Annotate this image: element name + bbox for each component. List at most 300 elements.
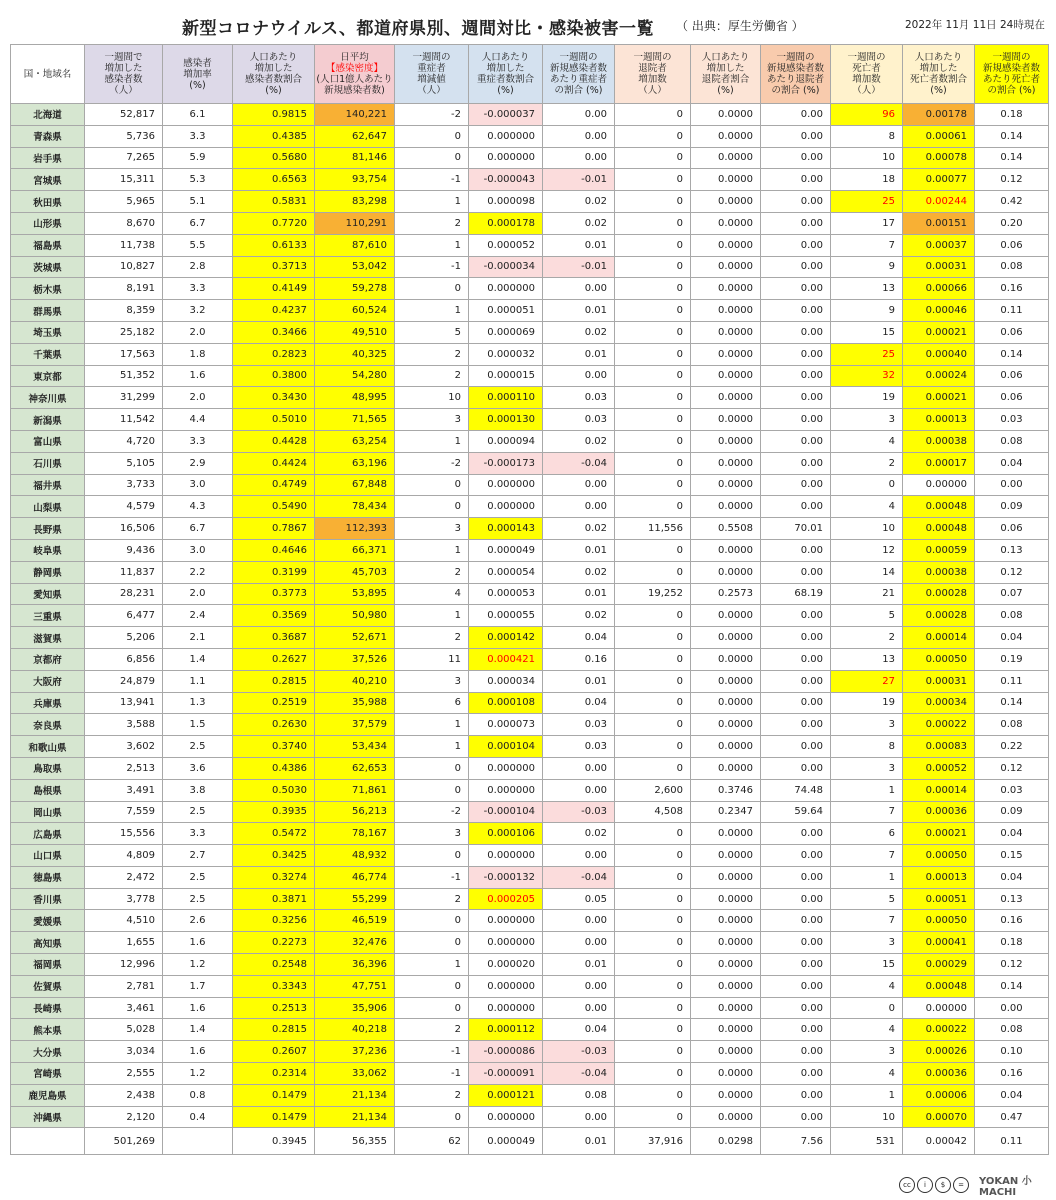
table-cell: 0.0000 bbox=[691, 430, 761, 452]
table-cell: -0.000086 bbox=[469, 1041, 543, 1063]
table-cell: 0.12 bbox=[975, 561, 1049, 583]
table-cell: 0.0000 bbox=[691, 278, 761, 300]
table-cell: 0.0000 bbox=[691, 954, 761, 976]
header-row bbox=[11, 45, 1049, 104]
table-cell: 0.4149 bbox=[233, 278, 315, 300]
total-cell bbox=[11, 1128, 85, 1155]
table-cell: 1.6 bbox=[163, 365, 233, 387]
table-cell: 0.12 bbox=[975, 954, 1049, 976]
table-cell: 0.000000 bbox=[469, 147, 543, 169]
table-row bbox=[11, 496, 1049, 518]
table-cell: 0.00 bbox=[543, 910, 615, 932]
table-cell: 3.3 bbox=[163, 823, 233, 845]
table-cell: 3 bbox=[831, 1041, 903, 1063]
table-cell: 7,559 bbox=[85, 801, 163, 823]
table-cell: 0.00 bbox=[543, 975, 615, 997]
table-cell: 15 bbox=[831, 321, 903, 343]
table-cell: 0.00006 bbox=[903, 1084, 975, 1106]
table-cell: 0.5831 bbox=[233, 191, 315, 213]
table-cell: 0.000000 bbox=[469, 997, 543, 1019]
table-cell: 0.00 bbox=[761, 627, 831, 649]
prefecture-name: 大阪府 bbox=[11, 670, 85, 692]
table-cell: 3 bbox=[395, 670, 469, 692]
table-cell: 0 bbox=[615, 234, 691, 256]
table-cell: 0.00048 bbox=[903, 518, 975, 540]
prefecture-name: 北海道 bbox=[11, 104, 85, 126]
table-cell: 3.2 bbox=[163, 300, 233, 322]
table-cell: 3.3 bbox=[163, 125, 233, 147]
table-row bbox=[11, 300, 1049, 322]
table-cell: 3,034 bbox=[85, 1041, 163, 1063]
table-cell: 0 bbox=[615, 365, 691, 387]
table-cell: 0.000015 bbox=[469, 365, 543, 387]
table-cell: 0.00 bbox=[761, 932, 831, 954]
table-cell: -0.000034 bbox=[469, 256, 543, 278]
table-cell: 0.00 bbox=[761, 104, 831, 126]
table-cell: 62,647 bbox=[315, 125, 395, 147]
table-cell: 0 bbox=[395, 496, 469, 518]
table-cell: 0.000049 bbox=[469, 539, 543, 561]
prefecture-name: 京都府 bbox=[11, 648, 85, 670]
table-cell: 1 bbox=[395, 605, 469, 627]
table-cell: 40,325 bbox=[315, 343, 395, 365]
table-cell: 70.01 bbox=[761, 518, 831, 540]
total-cell: 0.3945 bbox=[233, 1128, 315, 1155]
table-row bbox=[11, 975, 1049, 997]
table-cell: 0.00077 bbox=[903, 169, 975, 191]
table-cell: 0.4749 bbox=[233, 474, 315, 496]
column-header: 一週間の 退院者 増加数 （人） bbox=[615, 45, 691, 104]
table-cell: 0.00052 bbox=[903, 757, 975, 779]
table-cell: 0 bbox=[615, 888, 691, 910]
table-cell: 48,932 bbox=[315, 845, 395, 867]
table-cell: 4 bbox=[395, 583, 469, 605]
table-cell: 6,477 bbox=[85, 605, 163, 627]
table-row bbox=[11, 866, 1049, 888]
total-cell: 0.00042 bbox=[903, 1128, 975, 1155]
prefecture-name: 静岡県 bbox=[11, 561, 85, 583]
table-row bbox=[11, 736, 1049, 758]
table-cell: 45,703 bbox=[315, 561, 395, 583]
table-cell: 7 bbox=[831, 234, 903, 256]
prefecture-name: 秋田県 bbox=[11, 191, 85, 213]
table-cell: 6.7 bbox=[163, 518, 233, 540]
table-cell: 6,856 bbox=[85, 648, 163, 670]
table-cell: 0 bbox=[615, 1019, 691, 1041]
table-cell: 15,556 bbox=[85, 823, 163, 845]
column-header: 国・地域名 bbox=[11, 45, 85, 104]
table-row bbox=[11, 757, 1049, 779]
prefecture-name: 広島県 bbox=[11, 823, 85, 845]
table-cell: 0.0000 bbox=[691, 496, 761, 518]
table-cell: 0 bbox=[395, 278, 469, 300]
table-cell: 0.04 bbox=[543, 692, 615, 714]
table-cell: -2 bbox=[395, 452, 469, 474]
table-cell: 3 bbox=[395, 409, 469, 431]
table-row bbox=[11, 212, 1049, 234]
table-cell: 0.0000 bbox=[691, 1106, 761, 1128]
table-row bbox=[11, 365, 1049, 387]
table-cell: 0.08 bbox=[975, 1019, 1049, 1041]
table-cell: 0.00 bbox=[761, 866, 831, 888]
table-cell: 0.6563 bbox=[233, 169, 315, 191]
table-cell: 8,191 bbox=[85, 278, 163, 300]
table-cell: 0.000053 bbox=[469, 583, 543, 605]
table-cell: 5.1 bbox=[163, 191, 233, 213]
table-cell: 7 bbox=[831, 801, 903, 823]
table-cell: 0.000000 bbox=[469, 125, 543, 147]
table-cell: 0.00 bbox=[761, 757, 831, 779]
license-badge bbox=[899, 1177, 969, 1193]
table-row bbox=[11, 714, 1049, 736]
table-cell: 0 bbox=[831, 997, 903, 1019]
table-cell: 1.4 bbox=[163, 1019, 233, 1041]
table-cell: 1 bbox=[831, 866, 903, 888]
table-cell: 0.16 bbox=[543, 648, 615, 670]
table-cell: 0.00 bbox=[761, 1106, 831, 1128]
table-cell: 0.00078 bbox=[903, 147, 975, 169]
table-row bbox=[11, 583, 1049, 605]
prefecture-name: 青森県 bbox=[11, 125, 85, 147]
totals-row bbox=[11, 1128, 1049, 1155]
table-cell: 0.00 bbox=[761, 1019, 831, 1041]
table-cell: 0.04 bbox=[975, 627, 1049, 649]
table-cell: 5 bbox=[831, 888, 903, 910]
table-cell: 0.01 bbox=[543, 670, 615, 692]
table-cell: 0.00244 bbox=[903, 191, 975, 213]
table-cell: 2 bbox=[395, 1019, 469, 1041]
table-cell: -0.04 bbox=[543, 866, 615, 888]
table-cell: 5,105 bbox=[85, 452, 163, 474]
table-cell: 0.00 bbox=[761, 692, 831, 714]
table-cell: 0.03 bbox=[543, 409, 615, 431]
prefecture-name: 山梨県 bbox=[11, 496, 85, 518]
table-cell: 0.000032 bbox=[469, 343, 543, 365]
table-cell: 0.2627 bbox=[233, 648, 315, 670]
table-cell: -0.01 bbox=[543, 169, 615, 191]
table-cell: -0.000037 bbox=[469, 104, 543, 126]
table-cell: 0.00 bbox=[543, 779, 615, 801]
column-header: 一週間の 新規感染者数 あたり死亡者 の割合 (%) bbox=[975, 45, 1049, 104]
table-row bbox=[11, 801, 1049, 823]
table-cell: 0.0000 bbox=[691, 714, 761, 736]
table-cell: 0.00061 bbox=[903, 125, 975, 147]
table-cell: 0.3935 bbox=[233, 801, 315, 823]
table-cell: 2 bbox=[395, 1084, 469, 1106]
table-cell: -0.000043 bbox=[469, 169, 543, 191]
table-cell: 0.22 bbox=[975, 736, 1049, 758]
table-cell: 53,434 bbox=[315, 736, 395, 758]
table-cell: 0.000110 bbox=[469, 387, 543, 409]
table-row bbox=[11, 518, 1049, 540]
prefecture-name: 神奈川県 bbox=[11, 387, 85, 409]
table-cell: 3 bbox=[395, 823, 469, 845]
table-cell: 0 bbox=[395, 1106, 469, 1128]
table-cell: 0.000054 bbox=[469, 561, 543, 583]
table-cell: 3,778 bbox=[85, 888, 163, 910]
table-cell: 3.6 bbox=[163, 757, 233, 779]
table-cell: 1.6 bbox=[163, 997, 233, 1019]
table-cell: 4.3 bbox=[163, 496, 233, 518]
table-cell: 2 bbox=[831, 627, 903, 649]
table-cell: 13 bbox=[831, 648, 903, 670]
table-cell: 0.00021 bbox=[903, 321, 975, 343]
table-cell: 4,508 bbox=[615, 801, 691, 823]
table-cell: 0.00000 bbox=[903, 474, 975, 496]
prefecture-name: 島根県 bbox=[11, 779, 85, 801]
table-cell: 0.5030 bbox=[233, 779, 315, 801]
table-cell: 0.00 bbox=[761, 125, 831, 147]
table-cell: 0.07 bbox=[975, 583, 1049, 605]
table-cell: 0.01 bbox=[543, 583, 615, 605]
table-cell: 0 bbox=[395, 932, 469, 954]
table-cell: 11,542 bbox=[85, 409, 163, 431]
table-cell: 0.00014 bbox=[903, 627, 975, 649]
table-cell: 2,513 bbox=[85, 757, 163, 779]
table-cell: 9 bbox=[831, 300, 903, 322]
table-cell: 0.0000 bbox=[691, 1063, 761, 1085]
table-cell: 0 bbox=[615, 1041, 691, 1063]
table-cell: 2 bbox=[395, 627, 469, 649]
table-cell: 0.00021 bbox=[903, 387, 975, 409]
table-cell: 2.5 bbox=[163, 736, 233, 758]
table-cell: 0.0000 bbox=[691, 147, 761, 169]
table-cell: 5 bbox=[831, 605, 903, 627]
table-cell: 0.000112 bbox=[469, 1019, 543, 1041]
table-cell: -0.000132 bbox=[469, 866, 543, 888]
table-cell: 0.04 bbox=[975, 823, 1049, 845]
table-cell: 0.05 bbox=[543, 888, 615, 910]
table-cell: 0.1479 bbox=[233, 1106, 315, 1128]
table-cell: 0.16 bbox=[975, 278, 1049, 300]
table-cell: 0.000098 bbox=[469, 191, 543, 213]
table-cell: 1.2 bbox=[163, 954, 233, 976]
table-cell: -0.03 bbox=[543, 1041, 615, 1063]
table-cell: 0.00 bbox=[761, 1084, 831, 1106]
table-cell: 2.0 bbox=[163, 321, 233, 343]
table-cell: 0.14 bbox=[975, 147, 1049, 169]
table-cell: 0.00 bbox=[761, 212, 831, 234]
table-cell: 0.00 bbox=[975, 474, 1049, 496]
table-cell: 13,941 bbox=[85, 692, 163, 714]
table-row bbox=[11, 910, 1049, 932]
table-cell: 0.08 bbox=[975, 256, 1049, 278]
table-cell: 0.00 bbox=[761, 1041, 831, 1063]
table-cell: -0.01 bbox=[543, 256, 615, 278]
table-cell: 0.3430 bbox=[233, 387, 315, 409]
nc-icon: $ bbox=[935, 1177, 951, 1193]
table-cell: 0.4646 bbox=[233, 539, 315, 561]
column-header: 一週間の 新規感染者数 あたり重症者 の割合 (%) bbox=[543, 45, 615, 104]
table-cell: 0.3466 bbox=[233, 321, 315, 343]
by-icon: i bbox=[917, 1177, 933, 1193]
table-cell: 0 bbox=[615, 191, 691, 213]
table-cell: -1 bbox=[395, 1063, 469, 1085]
table-cell: 3 bbox=[831, 757, 903, 779]
table-cell: 3,491 bbox=[85, 779, 163, 801]
table-cell: 4.4 bbox=[163, 409, 233, 431]
table-cell: 0.000094 bbox=[469, 430, 543, 452]
table-cell: 0.18 bbox=[975, 932, 1049, 954]
table-row bbox=[11, 430, 1049, 452]
table-cell: 7 bbox=[831, 845, 903, 867]
table-cell: 0.42 bbox=[975, 191, 1049, 213]
table-cell: 0.7720 bbox=[233, 212, 315, 234]
table-cell: 3.3 bbox=[163, 430, 233, 452]
table-cell: 0.000178 bbox=[469, 212, 543, 234]
table-cell: 0 bbox=[615, 823, 691, 845]
table-cell: 0.00 bbox=[761, 409, 831, 431]
table-cell: 0.19 bbox=[975, 648, 1049, 670]
total-cell: 56,355 bbox=[315, 1128, 395, 1155]
table-cell: 0.00070 bbox=[903, 1106, 975, 1128]
total-cell: 0.000049 bbox=[469, 1128, 543, 1155]
table-row bbox=[11, 191, 1049, 213]
table-cell: 0.00034 bbox=[903, 692, 975, 714]
prefecture-name: 千葉県 bbox=[11, 343, 85, 365]
table-row bbox=[11, 561, 1049, 583]
table-cell: 0 bbox=[615, 1063, 691, 1085]
table-row bbox=[11, 539, 1049, 561]
table-cell: 0 bbox=[395, 474, 469, 496]
table-cell: 2.9 bbox=[163, 452, 233, 474]
table-cell: 0.0000 bbox=[691, 845, 761, 867]
table-cell: 0.2519 bbox=[233, 692, 315, 714]
table-cell: 0.0000 bbox=[691, 975, 761, 997]
table-cell: 0.2273 bbox=[233, 932, 315, 954]
date-label: 2022年 11月 11日 24時現在 bbox=[905, 19, 1045, 31]
table-cell: 25,182 bbox=[85, 321, 163, 343]
prefecture-name: 長崎県 bbox=[11, 997, 85, 1019]
table-cell: 0 bbox=[615, 169, 691, 191]
table-cell: 4 bbox=[831, 1063, 903, 1085]
table-cell: 10 bbox=[831, 1106, 903, 1128]
table-cell: 0.000051 bbox=[469, 300, 543, 322]
table-cell: 5,028 bbox=[85, 1019, 163, 1041]
table-cell: 19 bbox=[831, 692, 903, 714]
total-cell bbox=[163, 1128, 233, 1155]
table-cell: 0.0000 bbox=[691, 212, 761, 234]
table-cell: 0.06 bbox=[975, 518, 1049, 540]
table-cell: 0.00040 bbox=[903, 343, 975, 365]
table-cell: 17 bbox=[831, 212, 903, 234]
table-cell: 0.00083 bbox=[903, 736, 975, 758]
table-cell: 0 bbox=[615, 866, 691, 888]
table-cell: 2.5 bbox=[163, 866, 233, 888]
table-cell: 3.0 bbox=[163, 539, 233, 561]
table-cell: 0.00 bbox=[975, 997, 1049, 1019]
table-cell: 63,196 bbox=[315, 452, 395, 474]
table-cell: 0.00 bbox=[761, 605, 831, 627]
table-cell: 0.00021 bbox=[903, 823, 975, 845]
table-cell: 0 bbox=[395, 125, 469, 147]
table-cell: 27 bbox=[831, 670, 903, 692]
column-header: 人口あたり 増加した 死亡者数割合 (%) bbox=[903, 45, 975, 104]
prefecture-name: 徳島県 bbox=[11, 866, 85, 888]
table-cell: 1 bbox=[395, 300, 469, 322]
table-cell: 0.03 bbox=[543, 387, 615, 409]
table-cell: 0.3713 bbox=[233, 256, 315, 278]
table-cell: 0.00 bbox=[543, 104, 615, 126]
table-cell: 0 bbox=[615, 343, 691, 365]
prefecture-name: 香川県 bbox=[11, 888, 85, 910]
table-cell: 2 bbox=[831, 452, 903, 474]
table-cell: 0.00 bbox=[761, 648, 831, 670]
table-cell: 0.14 bbox=[975, 125, 1049, 147]
table-cell: 0 bbox=[615, 147, 691, 169]
table-cell: 0.00029 bbox=[903, 954, 975, 976]
column-header: 人口あたり 増加した 退院者割合 (%) bbox=[691, 45, 761, 104]
table-cell: 0.2815 bbox=[233, 670, 315, 692]
table-cell: 0.00 bbox=[761, 365, 831, 387]
table-cell: -1 bbox=[395, 866, 469, 888]
table-cell: 0 bbox=[615, 1106, 691, 1128]
prefecture-name: 岡山県 bbox=[11, 801, 85, 823]
table-cell: -0.000091 bbox=[469, 1063, 543, 1085]
table-cell: 0.0000 bbox=[691, 910, 761, 932]
table-cell: 0.00 bbox=[543, 496, 615, 518]
table-cell: 0.00 bbox=[761, 954, 831, 976]
table-cell: 0.0000 bbox=[691, 474, 761, 496]
prefecture-name: 和歌山県 bbox=[11, 736, 85, 758]
table-cell: 2,438 bbox=[85, 1084, 163, 1106]
table-row bbox=[11, 1041, 1049, 1063]
table-cell: 0.00022 bbox=[903, 714, 975, 736]
table-cell: 12,996 bbox=[85, 954, 163, 976]
table-cell: 0 bbox=[615, 932, 691, 954]
table-cell: 0 bbox=[615, 627, 691, 649]
table-cell: 2.6 bbox=[163, 910, 233, 932]
prefecture-name: 宮崎県 bbox=[11, 1063, 85, 1085]
table-cell: -2 bbox=[395, 801, 469, 823]
table-cell: 0.000121 bbox=[469, 1084, 543, 1106]
table-cell: 0.000000 bbox=[469, 474, 543, 496]
total-cell: 0.0298 bbox=[691, 1128, 761, 1155]
table-cell: 0.0000 bbox=[691, 539, 761, 561]
table-cell: 28,231 bbox=[85, 583, 163, 605]
prefecture-name: 東京都 bbox=[11, 365, 85, 387]
table-cell: 0.3740 bbox=[233, 736, 315, 758]
table-row bbox=[11, 1106, 1049, 1128]
table-cell: 0.00026 bbox=[903, 1041, 975, 1063]
table-cell: 0.0000 bbox=[691, 1019, 761, 1041]
table-cell: 0.3871 bbox=[233, 888, 315, 910]
table-cell: 2 bbox=[395, 888, 469, 910]
table-cell: 0.2823 bbox=[233, 343, 315, 365]
table-cell: 0.4386 bbox=[233, 757, 315, 779]
table-cell: 0.00 bbox=[761, 845, 831, 867]
prefecture-name: 愛媛県 bbox=[11, 910, 85, 932]
total-cell: 7.56 bbox=[761, 1128, 831, 1155]
table-cell: 0.00178 bbox=[903, 104, 975, 126]
table-cell: 0.3687 bbox=[233, 627, 315, 649]
column-header: 一週間の 死亡者 増加数 （人） bbox=[831, 45, 903, 104]
table-cell: 54,280 bbox=[315, 365, 395, 387]
table-cell: 8 bbox=[831, 736, 903, 758]
table-cell: 0.18 bbox=[975, 104, 1049, 126]
table-cell: 0.00041 bbox=[903, 932, 975, 954]
table-cell: 0.14 bbox=[975, 975, 1049, 997]
table-cell: -0.03 bbox=[543, 801, 615, 823]
table-cell: 0 bbox=[615, 975, 691, 997]
prefecture-name: 埼玉県 bbox=[11, 321, 85, 343]
table-cell: 0.08 bbox=[543, 1084, 615, 1106]
table-cell: 74.48 bbox=[761, 779, 831, 801]
total-cell: 531 bbox=[831, 1128, 903, 1155]
table-row bbox=[11, 997, 1049, 1019]
prefecture-name: 鹿児島県 bbox=[11, 1084, 85, 1106]
table-cell: 3 bbox=[831, 714, 903, 736]
